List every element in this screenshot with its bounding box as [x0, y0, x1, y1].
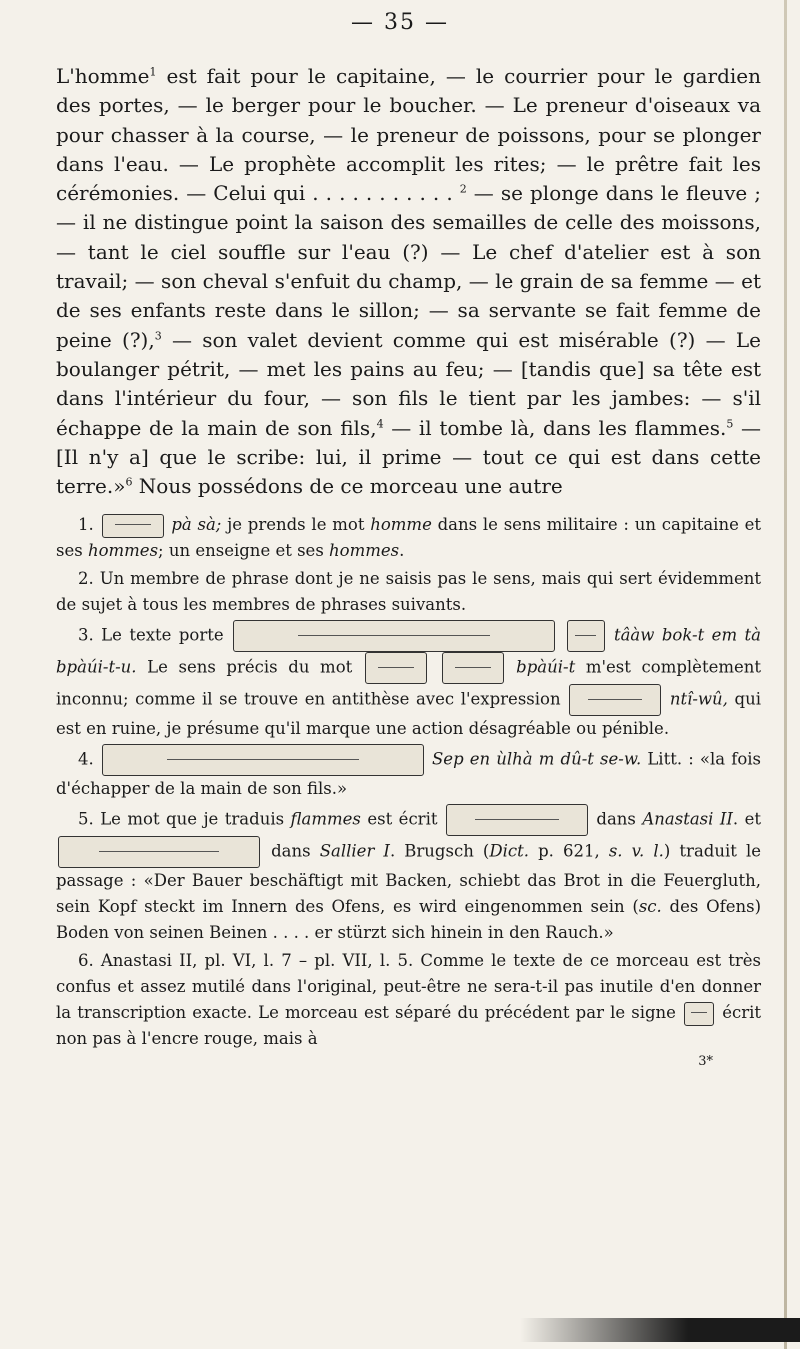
text-span: 6. Anastasi II, pl. VI, l. 7 – pl. VII, l. 5. Comme le texte de ce morceau est très confus et assez mutilé dans l'original, peut-être ne sera-t-il pas inutile d'en donner la transcription exacte. Le morceau est séparé du précédent par le signe — [56, 951, 761, 1022]
text-span: — se plonge dans le fleuve ; — il ne distingue point la saison des semailles de celle des moissons, — tant le ciel souffle sur l'eau (?) — Le chef d'atelier est à son travail; — son cheval s'enfuit du champ, — le grain de sa femme — et de ses enfants reste dans le sillon; — sa servante se fait femme de peine (?), — [56, 181, 761, 352]
note-number: 4. — [78, 749, 94, 769]
scan-edge-bar — [520, 1318, 800, 1342]
text-span: m'est complètement inconnu; comme il se trouve en antithèse avec l'expression — [56, 657, 762, 709]
hieroglyph-group-icon — [58, 836, 260, 868]
footnote-5 — [56, 804, 761, 946]
ellipsis-dots: . . . . . . . . . . . — [305, 181, 460, 206]
page-edge-line — [784, 0, 787, 1349]
text-span: est fait pour le capitaine, — le courrier pour le gardien des portes, — le berger pour le boucher. — Le preneur d'oiseaux va pour chasser à la course, — le preneur de poissons, pour se plonger dans l'eau. — Le prophète accomplit les rites; — le prêtre fait les cérémonies. — Celui qui — [56, 64, 761, 206]
page-number: — 35 — — [351, 10, 449, 35]
emphasis: Dict. — [489, 841, 529, 861]
text-span: Le sens précis du mot — [136, 657, 353, 677]
text-span: écrit non pas à l'encre rouge, mais à — [56, 1003, 762, 1048]
text-span: . — [399, 541, 405, 560]
footnote-1 — [56, 512, 761, 564]
signature-mark: 3* — [698, 1054, 713, 1069]
text-span: ; un enseigne et ses — [158, 541, 330, 560]
text-span: . et — [732, 809, 762, 829]
text-span: . Brugsch ( — [389, 841, 490, 861]
emphasis: s. v. l. — [608, 841, 664, 861]
text-span: dans — [589, 809, 643, 829]
text-span: des Ofens) Boden von seinen Beinen . . . . er stürzt sich hinein in den Rauch.» — [56, 897, 762, 942]
text-span: Nous possédons de ce morceau une autre — [132, 474, 563, 499]
text-span: — il tombe là, dans les flammes. — [383, 415, 727, 440]
hieroglyph-group-icon — [567, 620, 605, 652]
text-span: qui est en ruine, je présume qu'il marque une action désagréable ou pénible. — [56, 689, 761, 738]
main-text — [56, 62, 761, 501]
hieroglyph-sign-icon — [684, 1002, 714, 1026]
footnote-6 — [56, 948, 761, 1052]
hieroglyph-group-icon — [365, 652, 427, 684]
hieroglyph-group-icon — [446, 804, 588, 836]
text-span: 3. Le texte porte — [78, 625, 224, 645]
emphasis: homme — [370, 515, 432, 534]
footnote-ref-1: 1 — [149, 65, 157, 79]
footnote-2: 2. Un membre de phrase dont je ne saisis pas le sens, mais qui sert évidemment de sujet à tous les membres de phrases suivants. — [56, 569, 761, 614]
footnote-ref-4: 4 — [376, 416, 384, 430]
transliteration: pà sà; — [171, 515, 222, 534]
note-number: 1. — [78, 515, 94, 534]
transliteration: bpàúi-t — [516, 657, 576, 677]
emphasis: hommes — [87, 541, 159, 560]
text-span: Litt. : «la fois d'échapper de la main de son fils.» — [56, 749, 761, 798]
emphasis: Sallier I — [319, 841, 390, 861]
footnote-4 — [56, 744, 761, 802]
emphasis: sc. — [638, 897, 662, 916]
footnote-ref-6: 6 — [125, 475, 133, 489]
text-span: 5. Le mot que je traduis — [78, 809, 291, 829]
text-span: je prends le mot — [221, 515, 371, 534]
text-span: p. 621, — [529, 841, 609, 861]
footnote-3 — [56, 620, 761, 742]
text-span: — [Il n'y a] que le scribe: lui, il prime — tout ce qui est dans cette terre.» — [56, 415, 762, 499]
emphasis: hommes — [329, 541, 400, 560]
footnotes — [56, 512, 761, 1070]
transliteration: tâàw bok-t em tà bpàúi-t-u. — [56, 625, 761, 677]
text-span: L'homme — [56, 64, 150, 88]
footnote-ref-3: 3 — [154, 329, 162, 343]
hieroglyph-group-icon — [569, 684, 661, 716]
footnote-ref-2: 2 — [459, 182, 467, 196]
transliteration: Sep en ùlhà m dû-t se-w. — [432, 749, 642, 769]
text-span: ) traduit le passage : «Der Bauer beschäftigt mit Backen, schiebt das Brot in die Feuergluth, sein Kopf steckt im Innern des Ofens, es wird eingenommen sein ( — [56, 841, 762, 916]
transliteration: ntî-wû, — [669, 689, 728, 709]
footnote-ref-5: 5 — [726, 416, 734, 430]
emphasis: Anastasi II — [642, 809, 733, 829]
text-span: — son valet devient comme qui est misérable (?) — Le boulanger pétrit, — met les pains au feu; — [tandis que] sa tête est dans l'intérieur du four, — son fils le tient par les jambes: — s'il échappe de la main de son fils, — [56, 327, 761, 440]
text-span: est écrit — [360, 809, 438, 829]
hieroglyph-group-icon — [442, 652, 504, 684]
hieroglyph-sequence-icon — [233, 620, 555, 652]
hieroglyph-sequence-icon — [102, 744, 424, 776]
text-span: dans — [262, 841, 320, 861]
text-span: dans le sens militaire : un capitaine et ses — [56, 515, 762, 560]
hieroglyph-group-icon — [102, 514, 164, 538]
paragraph — [56, 62, 761, 501]
emphasis: flammes — [290, 809, 361, 829]
